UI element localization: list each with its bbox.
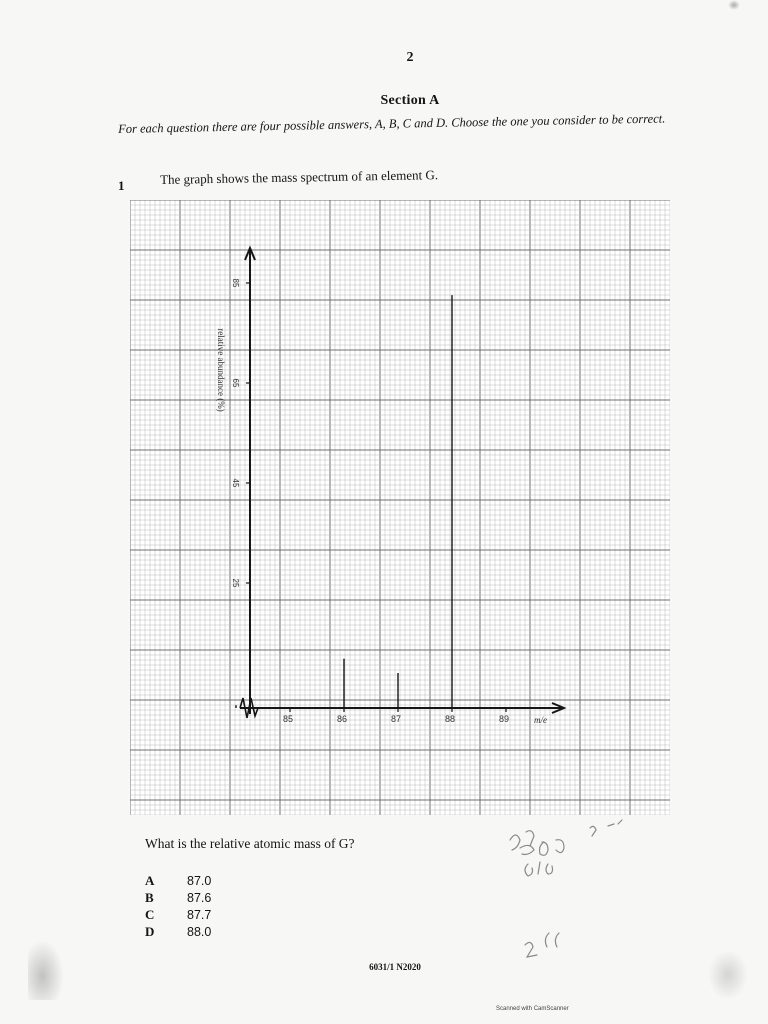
option-b (145, 889, 211, 906)
instructions-text: For each question there are four possible answers, A, B, C and D. Choose the one you consider to be correct. (118, 111, 666, 136)
pencil-smudge (708, 950, 748, 1000)
y-axis-label: relative abundance (%) (216, 328, 226, 412)
x-tick-label: 86 (336, 714, 348, 724)
mass-spectrum-graph (130, 200, 670, 820)
option-d (145, 923, 211, 940)
question-text: The graph shows the mass spectrum of an element G. (160, 167, 439, 187)
y-tick-label: 85 (231, 278, 240, 288)
x-tick-label: 87 (390, 714, 402, 724)
x-tick-label: 89 (498, 714, 510, 724)
x-axis-label: m/e (534, 715, 547, 725)
y-tick-label: 65 (231, 378, 240, 388)
option-c (145, 906, 211, 923)
y-tick-label: 25 (231, 578, 240, 588)
x-tick-label: 85 (282, 714, 294, 724)
option-value: 88.0 (187, 924, 212, 939)
option-value: 87.0 (187, 873, 212, 888)
section-title: Section A (380, 93, 440, 108)
question-prompt: What is the relative atomic mass of G? (145, 836, 355, 851)
y-tick-label: 45 (231, 478, 240, 488)
handwritten-working (490, 818, 640, 898)
option-value: 87.6 (187, 890, 212, 905)
handwritten-note (515, 925, 585, 965)
option-letter: A (145, 872, 155, 888)
scan-speck (728, 0, 740, 10)
option-letter: C (145, 906, 155, 922)
answer-options (145, 872, 211, 940)
x-tick-label: 88 (444, 714, 456, 724)
paper-code: 6031/1 N2020 (369, 962, 421, 972)
option-letter: D (145, 923, 155, 939)
option-value: 87.7 (187, 907, 212, 922)
option-letter: B (145, 889, 154, 905)
scanner-watermark: Scanned with CamScanner (496, 1006, 569, 1012)
option-a (145, 872, 211, 889)
page-number: 2 (406, 50, 414, 65)
mass-spectrum-chart (130, 200, 670, 815)
question-number: 1 (118, 178, 125, 193)
